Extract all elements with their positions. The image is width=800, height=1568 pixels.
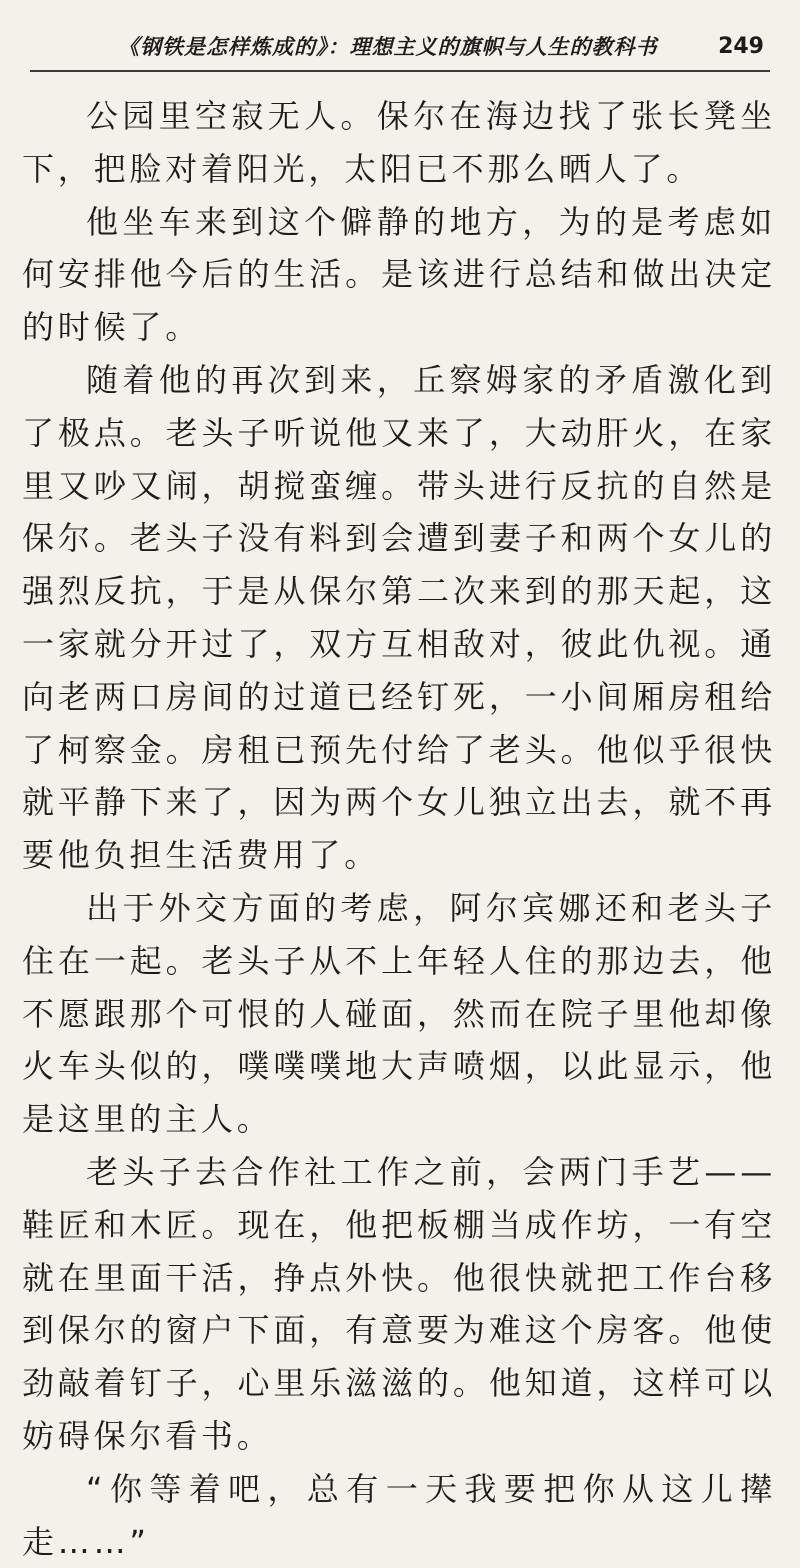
page-header (30, 28, 770, 72)
paragraph: 公园里空寂无人。保尔在海边找了张长凳坐下，把脸对着阳光，太阳已不那么晒人了。 (22, 97, 776, 188)
page-number: 249 (718, 33, 764, 59)
paragraph: 老头子去合作社工作之前，会两门手艺——鞋匠和木匠。现在，他把板棚当成作坊，一有空就在里面干活，挣点外快。他很快就把工作台移到保尔的窗户下面，有意要为难这个房客。他使劲敲着钉子，心里乐滋滋的。他知道，这样可以妨碍保尔看书。 (22, 1152, 776, 1455)
paragraph: 出于外交方面的考虑，阿尔宾娜还和老头子住在一起。老头子从不上年轻人住的那边去，他不愿跟那个可恨的人碰面，然而在院子里他却像火车头似的，噗噗噗地大声喷烟，以此显示，他是这里的主人。 (22, 888, 776, 1139)
paragraph: 随着他的再次到来，丘察姆家的矛盾激化到了极点。老头子听说他又来了，大动肝火，在家里又吵又闹，胡搅蛮缠。带头进行反抗的自然是保尔。老头子没有料到会遭到妻子和两个女儿的强烈反抗，于是从保尔第二次来到的那天起，这一家就分开过了，双方互相敌对，彼此仇视。通向老两口房间的过道已经钉死，一小间厢房租给了柯察金。房租已预先付给了老头。他似乎很快就平静下来了，因为两个女儿独立出去，就不再要他负担生活费用了。 (22, 360, 776, 875)
paragraph: “你等着吧，总有一天我要把你从这儿撵走……” (22, 1469, 776, 1561)
paragraph: 他坐车来到这个僻静的地方，为的是考虑如何安排他今后的生活。是该进行总结和做出决定的时候了。 (22, 202, 776, 347)
running-title: 《钢铁是怎样炼成的》：理想主义的旗帜与人生的教科书 (118, 34, 658, 59)
body-text (22, 90, 776, 1568)
